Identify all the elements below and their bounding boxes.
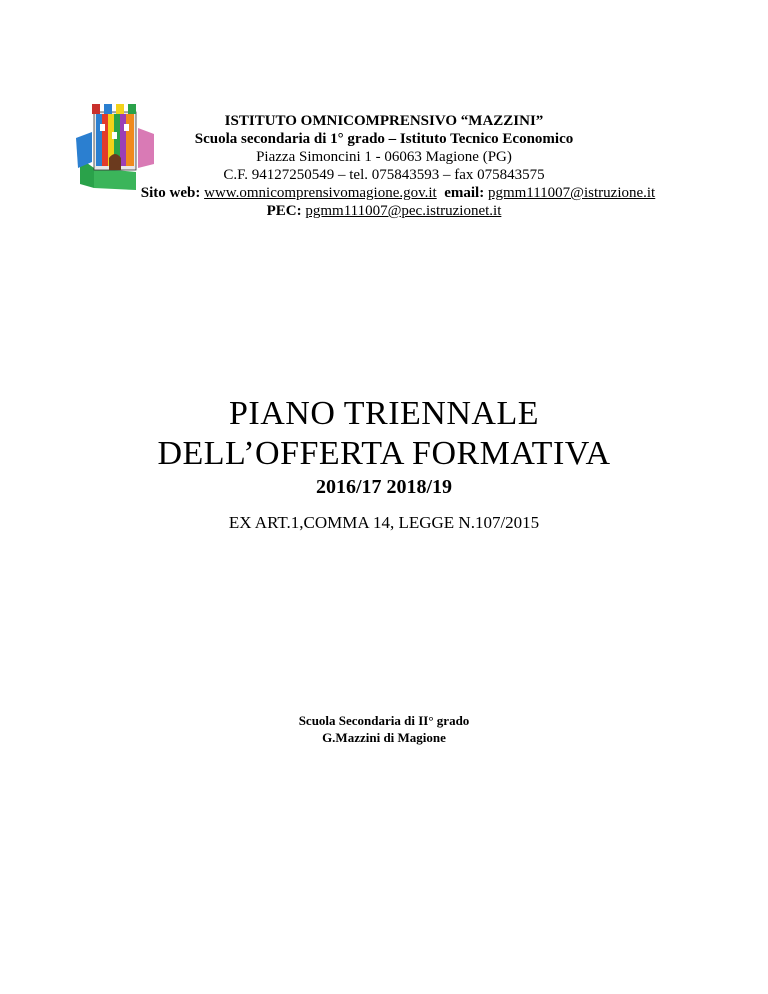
document-title <box>0 394 768 474</box>
contacts: C.F. 94127250549 – tel. 075843593 – fax 075843575 <box>223 167 545 183</box>
title-line-1: PIANO TRIENNALE <box>228 395 539 432</box>
school-level: Scuola Secondaria di II° grado <box>298 713 470 728</box>
school-name: G.Mazzini di Magione <box>322 730 446 745</box>
title-line-2: DELL’OFFERTA FORMATIVA <box>157 435 611 472</box>
school-years: 2016/17 2018/19 <box>315 476 453 498</box>
school-info <box>0 712 768 746</box>
email-label: email: <box>444 185 485 201</box>
school-levels: Scuola secondaria di 1° grado – Istituto Tecnico Economico <box>194 131 574 147</box>
web-link[interactable]: www.omnicomprensivomagione.gov.it <box>204 185 437 201</box>
letterhead <box>0 112 768 220</box>
web-label: Sito web: <box>140 185 201 201</box>
institute-name: ISTITUTO OMNICOMPRENSIVO “MAZZINI” <box>224 113 544 129</box>
web-email-line <box>14 184 768 202</box>
pec-line <box>0 202 768 220</box>
law-reference: EX ART.1,COMMA 14, LEGGE N.107/2015 <box>228 513 540 532</box>
address: Piazza Simoncini 1 - 06063 Magione (PG) <box>256 149 512 165</box>
pec-link[interactable]: pgmm111007@pec.istruzionet.it <box>305 203 502 219</box>
pec-label: PEC: <box>266 203 302 219</box>
email-link[interactable]: pgmm111007@istruzione.it <box>487 185 656 201</box>
